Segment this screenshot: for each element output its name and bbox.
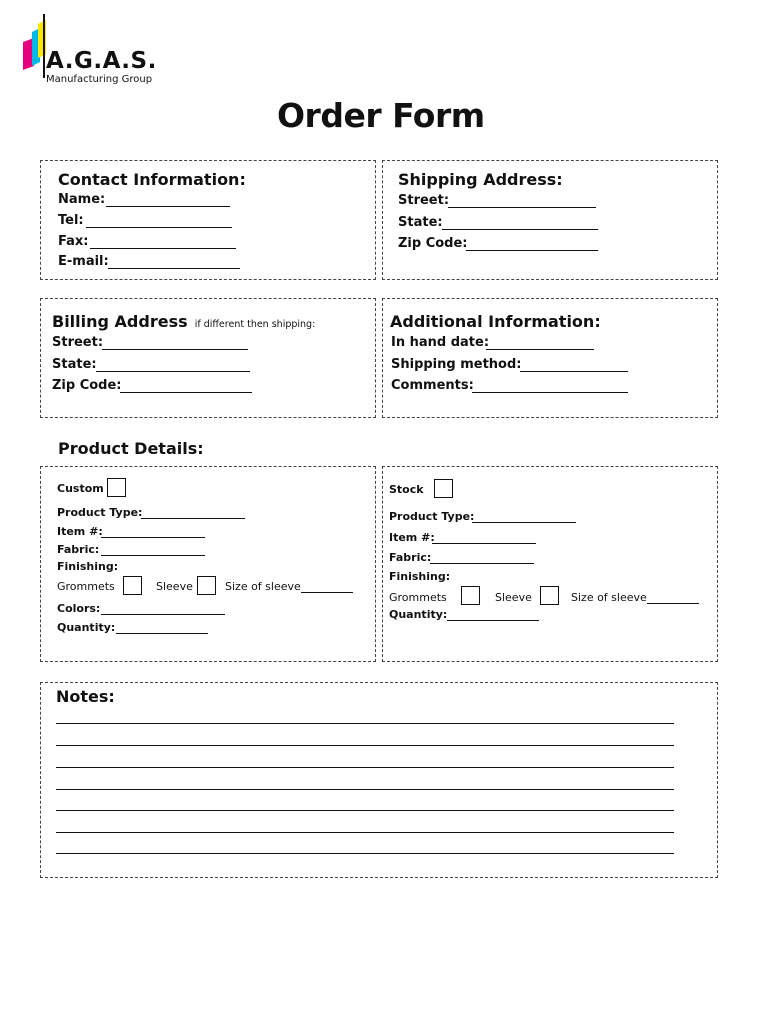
- custom-quantity-field[interactable]: [116, 633, 208, 634]
- stock-item-field[interactable]: [432, 543, 536, 544]
- custom-grommets-label: Grommets: [57, 580, 115, 593]
- custom-item-label: Item #:: [57, 525, 103, 538]
- custom-grommets-checkbox[interactable]: [123, 576, 142, 595]
- notes-section: [40, 682, 718, 878]
- notes-line[interactable]: [56, 745, 674, 746]
- comments-label: Comments:: [391, 378, 474, 393]
- custom-product-type-label: Product Type:: [57, 506, 143, 519]
- notes-line[interactable]: [56, 832, 674, 833]
- brand-tagline: Manufacturing Group: [46, 74, 153, 85]
- billing-note: if different then shipping:: [194, 319, 316, 330]
- stock-quantity-label: Quantity:: [389, 608, 448, 621]
- notes-line[interactable]: [56, 723, 674, 724]
- custom-item-field[interactable]: [101, 537, 205, 538]
- shipping-method-field[interactable]: [520, 371, 628, 372]
- shipping-zip-field[interactable]: [466, 250, 598, 251]
- custom-fabric-field[interactable]: [101, 555, 205, 556]
- notes-heading: Notes:: [56, 687, 115, 706]
- billing-street-field[interactable]: [102, 349, 248, 350]
- custom-product-type-field[interactable]: [141, 518, 245, 519]
- billing-zip-label: Zip Code:: [52, 378, 122, 393]
- stock-finishing-label: Finishing:: [389, 570, 451, 583]
- stock-product-type-field[interactable]: [472, 522, 576, 523]
- contact-heading: Contact Information:: [58, 170, 246, 189]
- custom-sleeve-checkbox[interactable]: [197, 576, 216, 595]
- contact-fax-field[interactable]: [90, 248, 236, 249]
- additional-heading: Additional Information:: [390, 312, 601, 331]
- in-hand-date-field[interactable]: [486, 349, 594, 350]
- stock-grommets-checkbox[interactable]: [461, 586, 480, 605]
- stock-sleeve-label: Sleeve: [495, 591, 532, 604]
- custom-finishing-label: Finishing:: [57, 560, 119, 573]
- contact-email-label: E-mail:: [58, 254, 109, 269]
- comments-field[interactable]: [472, 392, 628, 393]
- shipping-street-label: Street:: [398, 193, 450, 208]
- contact-name-label: Name:: [58, 192, 106, 207]
- in-hand-date-label: In hand date:: [391, 335, 490, 350]
- stock-item-label: Item #:: [389, 531, 435, 544]
- stock-size-of-sleeve-label: Size of sleeve: [571, 591, 647, 604]
- stock-sleeve-checkbox[interactable]: [540, 586, 559, 605]
- custom-quantity-label: Quantity:: [57, 621, 116, 634]
- billing-street-label: Street:: [52, 335, 104, 350]
- billing-heading-row: [52, 312, 315, 331]
- custom-size-of-sleeve-label: Size of sleeve: [225, 580, 301, 593]
- shipping-heading: Shipping Address:: [398, 170, 563, 189]
- contact-fax-label: Fax:: [58, 234, 89, 249]
- stock-size-of-sleeve-field[interactable]: [647, 603, 699, 604]
- custom-title: Custom: [57, 482, 104, 495]
- shipping-zip-label: Zip Code:: [398, 236, 468, 251]
- contact-name-field[interactable]: [106, 206, 230, 207]
- stock-product-type-label: Product Type:: [389, 510, 475, 523]
- brand-logo: [20, 14, 160, 86]
- custom-checkbox[interactable]: [107, 478, 126, 497]
- stock-fabric-label: Fabric:: [389, 551, 432, 564]
- stock-product-section: [382, 466, 718, 662]
- notes-line[interactable]: [56, 767, 674, 768]
- custom-sleeve-label: Sleeve: [156, 580, 193, 593]
- shipping-state-field[interactable]: [442, 229, 598, 230]
- product-heading: Product Details:: [58, 439, 204, 458]
- contact-tel-label: Tel:: [58, 213, 84, 228]
- custom-fabric-label: Fabric:: [57, 543, 100, 556]
- custom-colors-label: Colors:: [57, 602, 101, 615]
- stock-title: Stock: [389, 483, 424, 496]
- shipping-state-label: State:: [398, 215, 443, 230]
- custom-colors-field[interactable]: [101, 614, 225, 615]
- shipping-method-label: Shipping method:: [391, 357, 522, 372]
- notes-line[interactable]: [56, 810, 674, 811]
- custom-size-of-sleeve-field[interactable]: [301, 592, 353, 593]
- billing-heading: Billing Address: [52, 312, 188, 331]
- billing-zip-field[interactable]: [120, 392, 252, 393]
- contact-email-field[interactable]: [108, 268, 240, 269]
- page-title: Order Form: [277, 96, 485, 135]
- billing-state-label: State:: [52, 357, 97, 372]
- stock-checkbox[interactable]: [434, 479, 453, 498]
- notes-line[interactable]: [56, 853, 674, 854]
- stock-grommets-label: Grommets: [389, 591, 447, 604]
- notes-line[interactable]: [56, 789, 674, 790]
- stock-quantity-field[interactable]: [447, 620, 539, 621]
- billing-state-field[interactable]: [96, 371, 250, 372]
- shipping-street-field[interactable]: [448, 207, 596, 208]
- brand-name: A.G.A.S.: [46, 48, 157, 74]
- stock-fabric-field[interactable]: [430, 563, 534, 564]
- contact-tel-field[interactable]: [86, 227, 232, 228]
